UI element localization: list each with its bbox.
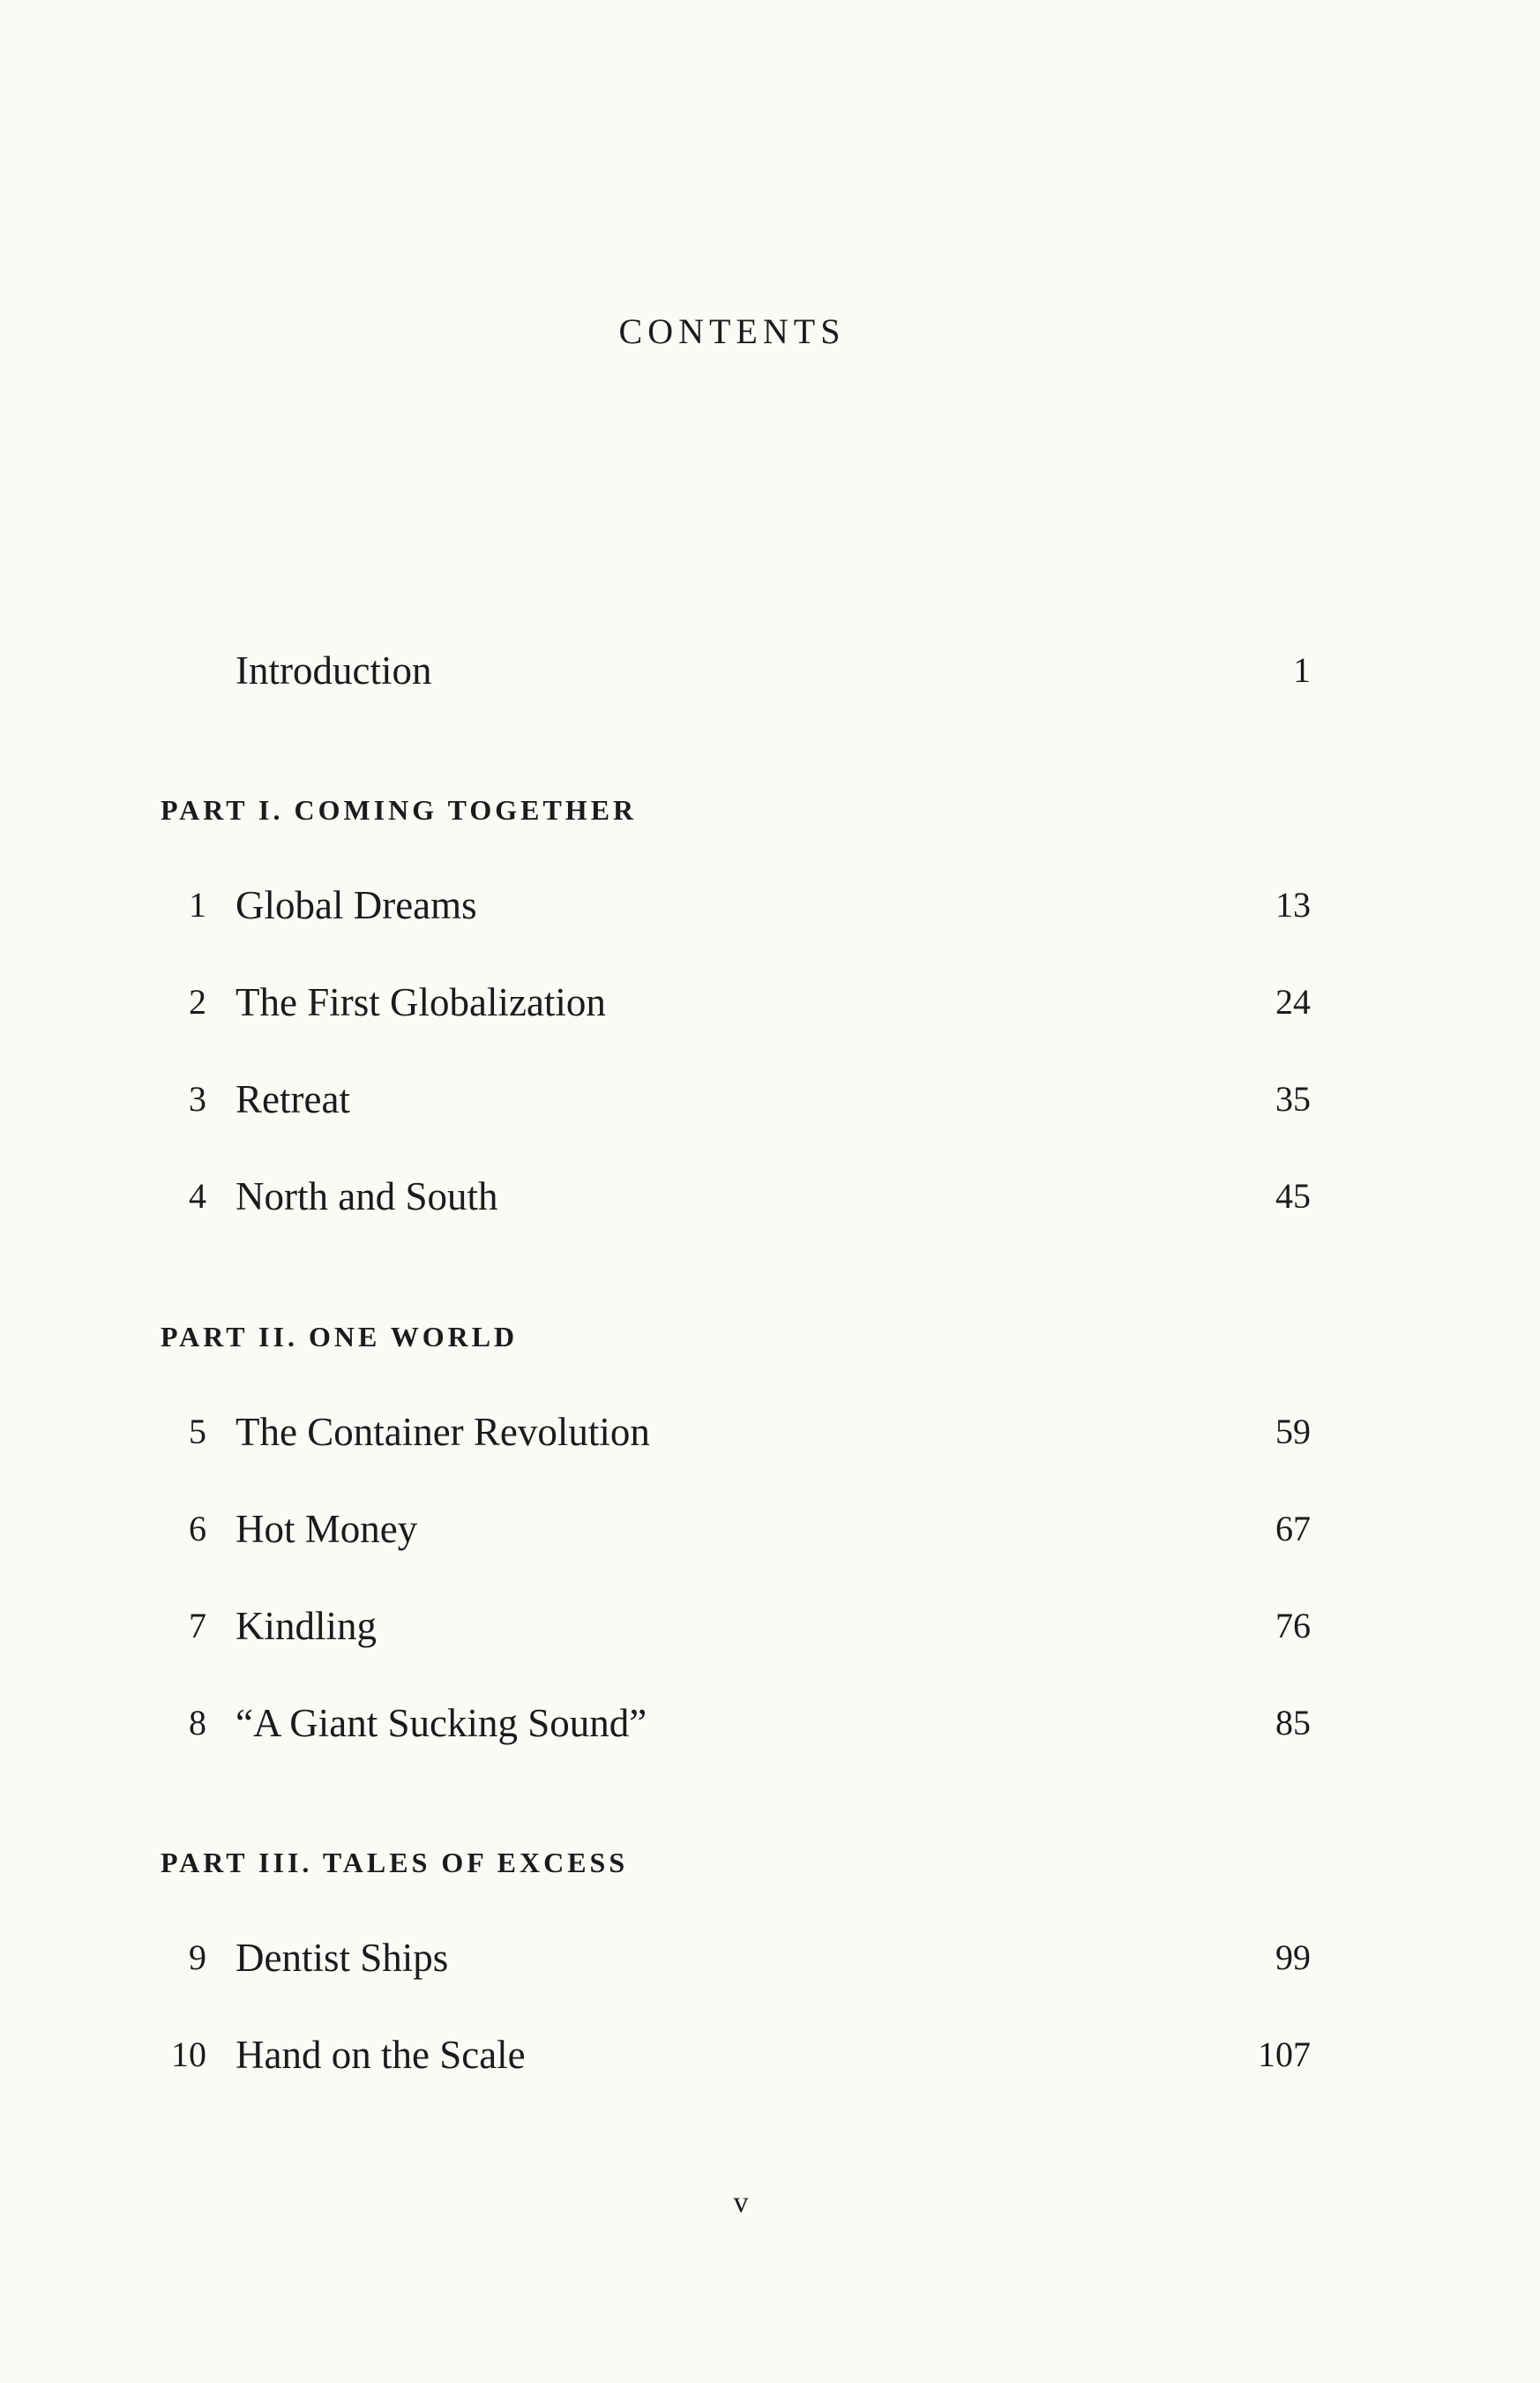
toc-entry-label: Hot Money xyxy=(235,1507,418,1551)
toc-entry-introduction xyxy=(0,644,1540,697)
toc-entry-chapter xyxy=(0,1502,1540,1555)
toc-entry-number: 4 xyxy=(189,1176,206,1216)
toc-entry-label: The First Globalization xyxy=(235,980,606,1024)
toc-entry-chapter xyxy=(0,1073,1540,1126)
toc-entry-number: 7 xyxy=(189,1606,206,1645)
toc-entry-chapter xyxy=(0,1405,1540,1458)
toc-entry-label: The Container Revolution xyxy=(235,1410,650,1454)
toc-entry-chapter xyxy=(0,1697,1540,1750)
toc-entry-chapter xyxy=(0,1170,1540,1223)
contents-heading: CONTENTS xyxy=(618,311,846,351)
toc-entry-page: 59 xyxy=(1275,1412,1311,1451)
toc-entry-page: 67 xyxy=(1275,1509,1311,1548)
toc-entry-page: 35 xyxy=(1275,1079,1311,1119)
toc-entry-number: 1 xyxy=(189,885,206,925)
toc-entry-page: 45 xyxy=(1275,1176,1311,1216)
toc-entry-page: 1 xyxy=(1293,650,1311,690)
toc-entry-label: Kindling xyxy=(235,1604,378,1648)
toc-entry-page: 107 xyxy=(1258,2035,1311,2074)
toc-entry-label: North and South xyxy=(235,1174,498,1218)
toc-entry-number: 10 xyxy=(171,2035,206,2074)
toc-entry-page: 76 xyxy=(1275,1606,1311,1645)
toc-entry-page: 24 xyxy=(1275,982,1311,1022)
toc-entry-number: 2 xyxy=(189,982,206,1022)
toc-entry-chapter xyxy=(0,879,1540,932)
part-heading-3: PART III. TALES OF EXCESS xyxy=(161,1847,629,1878)
toc-entry-chapter xyxy=(0,1931,1540,1984)
toc-entry-label: Global Dreams xyxy=(235,883,477,927)
toc-entry-page: 13 xyxy=(1275,885,1311,925)
toc-entry-number: 9 xyxy=(189,1937,206,1977)
toc-entry-label: Dentist Ships xyxy=(235,1936,449,1980)
toc-entry-page: 99 xyxy=(1275,1937,1311,1977)
toc-entry-label: Retreat xyxy=(235,1077,350,1121)
toc-entry-chapter xyxy=(0,1600,1540,1652)
toc-entry-number: 3 xyxy=(189,1079,206,1119)
page-folio: v xyxy=(733,2186,749,2219)
toc-entry-number: 6 xyxy=(189,1509,206,1548)
toc-entry-number: 8 xyxy=(189,1703,206,1742)
toc-entry-number: 5 xyxy=(189,1412,206,1451)
toc-entry-page: 85 xyxy=(1275,1703,1311,1742)
toc-entry-chapter xyxy=(0,976,1540,1029)
toc-entry-label: “A Giant Sucking Sound” xyxy=(235,1701,647,1745)
toc-entry-label: Hand on the Scale xyxy=(235,2033,526,2077)
toc-entry-chapter xyxy=(0,2028,1540,2081)
toc-entry-label: Introduction xyxy=(235,648,432,693)
part-heading-2: PART II. ONE WORLD xyxy=(161,1321,519,1353)
part-heading-1: PART I. COMING TOGETHER xyxy=(161,794,638,826)
